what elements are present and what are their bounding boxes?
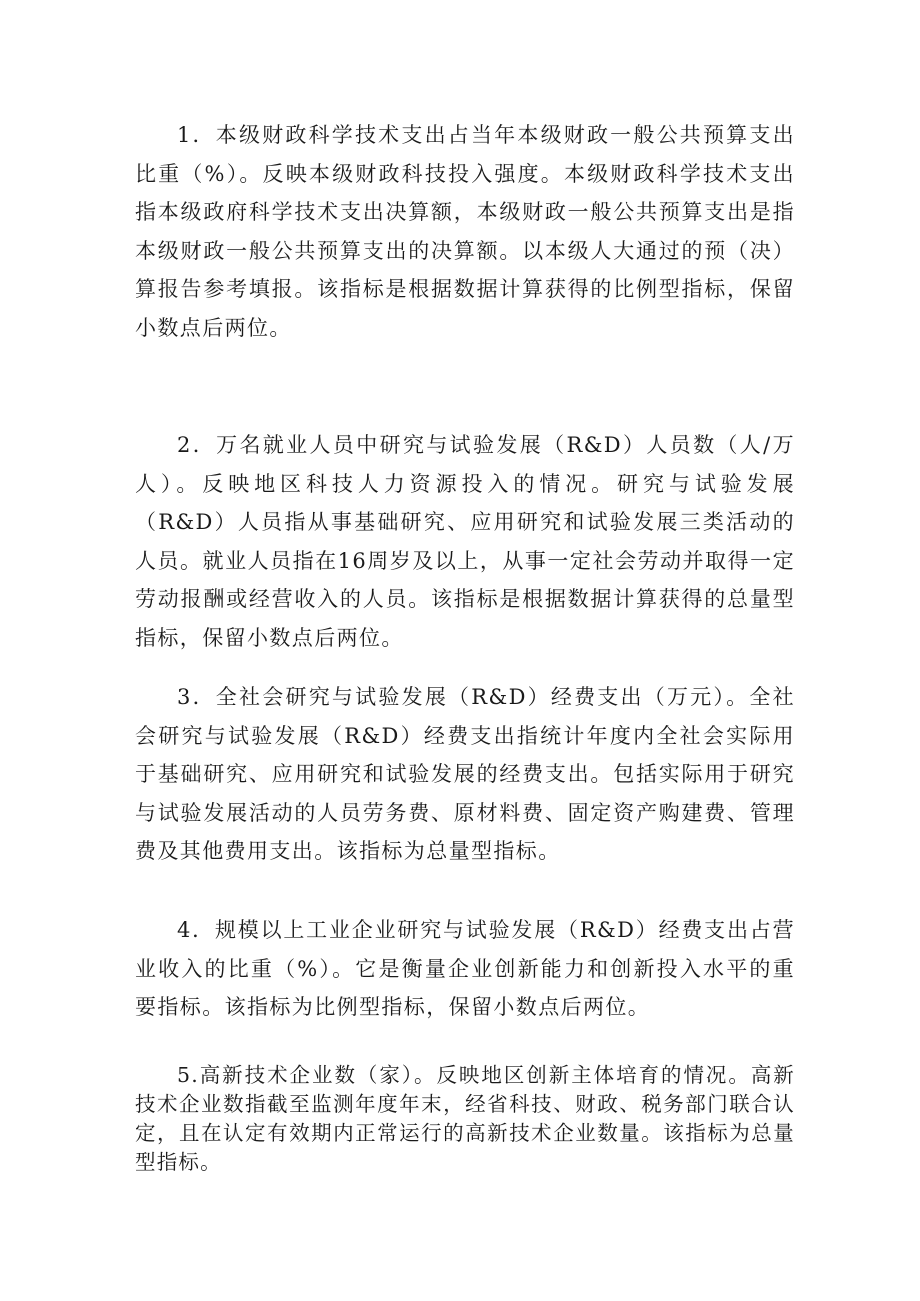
paragraph-indicator-1: 1．本级财政科学技术支出占当年本级财政一般公共预算支出比重（%）。反映本级财政科技投入强度。本级财政科学技术支出指本级政府科学技术支出决算额，本级财政一般公共预算支出是指本级财政一般公共预算支出的决算额。以本级人大通过的预（决）算报告参考填报。该指标是根据数据计算获得的比例型指标，保留小数点后两位。 bbox=[135, 123, 795, 340]
paragraph-indicator-3: 3．全社会研究与试验发展（R&D）经费支出（万元）。全社会研究与试验发展（R&D）经费支出指统计年度内全社会实际用于基础研究、应用研究和试验发展的经费支出。包括实际用于研究与试验发展活动的人员劳务费、原材料费、固定资产购建费、管理费及其他费用支出。该指标为总量型指标。 bbox=[135, 685, 795, 863]
paragraph-indicator-4: 4．规模以上工业企业研究与试验发展（R&D）经费支出占营业收入的比重（%）。它是衡量企业创新能力和创新投入水平的重要指标。该指标为比例型指标，保留小数点后两位。 bbox=[135, 918, 795, 1019]
paragraph-indicator-2: 2．万名就业人员中研究与试验发展（R&D）人员数（人/万人）。反映地区科技人力资源投入的情况。研究与试验发展（R&D）人员指从事基础研究、应用研究和试验发展三类活动的人员。就业人员指在16周岁及以上，从事一定社会劳动并取得一定劳动报酬或经营收入的人员。该指标是根据数据计算获得的总量型指标，保留小数点后两位。 bbox=[135, 433, 795, 650]
paragraph-indicator-5: 5.高新技术企业数（家）。反映地区创新主体培育的情况。高新技术企业数指截至监测年度年末，经省科技、财政、税务部门联合认定，且在认定有效期内正常运行的高新技术企业数量。该指标为总量型指标。 bbox=[135, 1063, 795, 1174]
